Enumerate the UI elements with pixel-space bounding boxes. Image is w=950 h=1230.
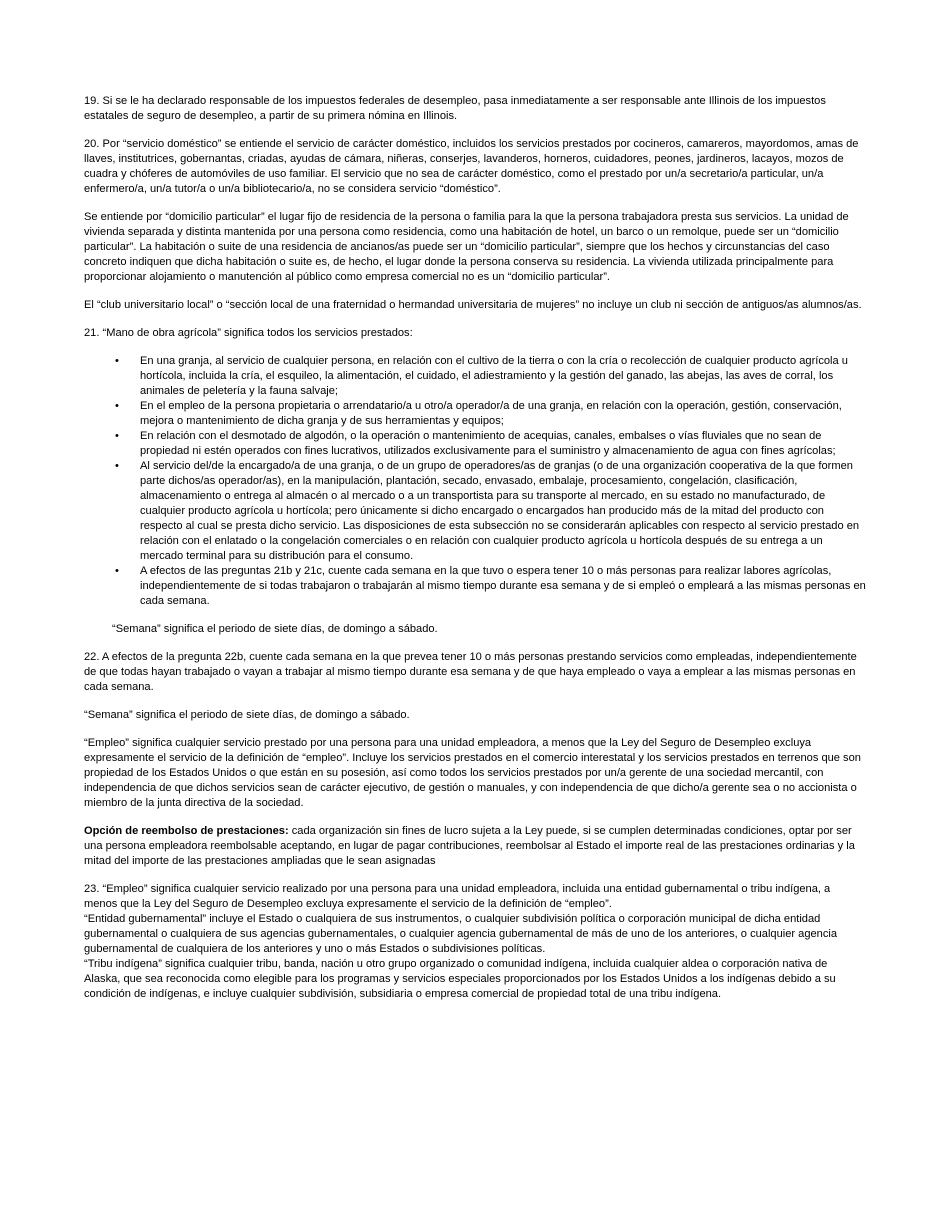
paragraph-21-semana: “Semana” significa el periodo de siete días, de domingo a sábado. [112, 623, 438, 635]
list-item-text: En relación con el desmotado de algodón, o la operación o mantenimiento de acequias, canales, embalses o vías fluviales que no sean de propiedad ni estén operados con fines lucrativos, utilizados exclusivamente para el suministro y almacenamiento de agua con fines agrícolas; [140, 430, 836, 457]
list-item [84, 354, 866, 399]
list-item [84, 429, 866, 459]
farm-labor-list [84, 354, 866, 609]
paragraph-opcion-reembolso [84, 824, 866, 869]
bullet-icon: • [115, 430, 119, 442]
opcion-text: cada organización sin fines de lucro sujeta a la Ley puede, si se cumplen determinadas condiciones, optar por ser una persona empleadora reembolsable aceptando, en lugar de pagar contribuciones, reembolsar al Estado el importe real de las prestaciones ordinarias y la mitad del importe de las prestaciones ampliadas que le sean asignadas [84, 825, 855, 867]
opcion-title: Opción de reembolso de prestaciones: [84, 825, 289, 837]
list-item [84, 399, 866, 429]
paragraph-21: 21. “Mano de obra agrícola” significa todos los servicios prestados: [84, 327, 413, 339]
paragraph-22-semana: “Semana” significa el periodo de siete días, de domingo a sábado. [84, 709, 410, 721]
list-item-text: Al servicio del/de la encargado/a de una granja, o de un grupo de operadores/as de granjas (o de una organización cooperativa de la que formen parte dichos/as operador/as), en la manipulación, plantación, secado, envasado, embalaje, procesamiento, congelación, clasificación, almacenamiento o entrega al almacén o al mercado o a un transportista para su transporte al mercado, en su estado no manufacturado, de cualquier producto agrícola u hortícola; pero únicamente si dicho encargado o encargados han producido más de la mitad del producto con respecto al cual se presta dicho servicio. Las disposiciones de esta subsección no se considerarán aplicables con respecto al servicio prestado en relación con el enlatado o la congelación comerciales o en relación con cualquier producto agrícola u hortícola después de su entrega a un mercado terminal para su distribución para el consumo. [140, 460, 860, 562]
paragraph-23-entidad: “Entidad gubernamental” incluye el Estado o cualquiera de sus instrumentos, o cualquier subdivisión política o corporación municipal de dicha entidad gubernamental o cualquiera de sus agencias gubernamentales, o cualquier agencia gubernamental de más de uno de los anteriores, o cualquier agencia gubernamental de cualquiera de los anteriores y uno o más Estados o subdivisiones políticas. [84, 913, 838, 955]
paragraph-20: 20. Por “servicio doméstico” se entiende el servicio de carácter doméstico, incluidos los servicios prestados por cocineros, camareros, mayordomos, amas de llaves, institutrices, gobernantas, criadas, ayudas de cámara, niñeras, conserjes, lavanderos, horneros, cuidadores, peones, jardineros, lacayos, mozos de cuadra y chóferes de automóviles de uso familiar. El servicio que no sea de carácter doméstico, como el prestado por un/a secretario/a particular, un/a enfermero/a, un/a tutor/a o un/a bibliotecario/a, no se considera servicio “doméstico”. [84, 138, 859, 195]
bullet-icon: • [115, 565, 119, 577]
list-item [84, 459, 866, 564]
paragraph-23: 23. “Empleo” significa cualquier servicio realizado por una persona para una unidad empleadora, incluida una entidad gubernamental o tribu indígena, a menos que la Ley del Seguro de Desempleo excluya expresamente el servicio de la definición de “empleo”. [84, 883, 831, 910]
paragraph-20-domicilio: Se entiende por “domicilio particular” el lugar fijo de residencia de la persona o familia para la que la persona trabajadora presta sus servicios. La unidad de vivienda separada y distinta mantenida por una persona como residencia, como una habitación de hotel, un barco o un remolque, puede ser un “domicilio particular”. La habitación o suite de una residencia de ancianos/as puede ser un “domicilio particular”, siempre que los hechos y circunstancias del caso concreto indiquen que dicha habitación o suite es, de hecho, el lugar donde la persona conserva su residencia. La vivienda utilizada principalmente para proporcionar alojamiento o manutención al público como empresa comercial no es un “domicilio particular”. [84, 211, 849, 283]
list-item-text: En el empleo de la persona propietaria o arrendatario/a u otro/a operador/a de una granja, en relación con la operación, gestión, conservación, mejora o mantenimiento de dicha granja y de sus herramientas y equipos; [140, 400, 842, 427]
document-page [84, 94, 866, 1002]
list-item-text: A efectos de las preguntas 21b y 21c, cuente cada semana en la que tuvo o espera tener 10 o más personas para realizar labores agrícolas, independientemente de si todas trabajaron o trabajarán al mismo tiempo durante esa semana y de si empleó o empleará a las mismas personas en cada semana. [140, 565, 866, 607]
bullet-icon: • [115, 400, 119, 412]
paragraph-23-tribu: “Tribu indígena” significa cualquier tribu, banda, nación u otro grupo organizado o comunidad indígena, incluida cualquier aldea o corporación nativa de Alaska, que sea reconocida como elegible para los programas y servicios especiales proporcionados por los Estados Unidos a los indígenas debido a su condición de indígenas, e incluye cualquier subdivisión, subsidiaria o empresa comercial de propiedad total de una tribu indígena. [84, 958, 836, 1000]
paragraph-19: 19. Si se le ha declarado responsable de los impuestos federales de desempleo, pasa inmediatamente a ser responsable ante Illinois de los impuestos estatales de seguro de desempleo, a partir de su primera nómina en Illinois. [84, 95, 826, 122]
list-item [84, 564, 866, 609]
bullet-icon: • [115, 460, 119, 472]
paragraph-22: 22. A efectos de la pregunta 22b, cuente cada semana en la que prevea tener 10 o más personas prestando servicios como empleadas, independientemente de que todas hayan trabajado o vayan a trabajar al mismo tiempo durante esa semana y de que haya empleado o vaya a emplear a las mismas personas en cada semana. [84, 651, 857, 693]
paragraph-22-empleo: “Empleo” significa cualquier servicio prestado por una persona para una unidad empleadora, a menos que la Ley del Seguro de Desempleo excluya expresamente el servicio de la definición de “empleo”. Incluye los servicios prestados en el comercio interestatal y los servicios prestados en terrenos que son propiedad de los Estados Unidos o que están en su posesión, así como todos los servicios prestados por un/a gerente de una sociedad mercantil, con independencia de que dichos servicios sean de carácter ejecutivo, de gestión o manuales, y con independencia de que dicho/a gerente sea o no accionista o miembro de la junta directiva de la sociedad. [84, 737, 861, 809]
paragraph-20-club: El “club universitario local” o “sección local de una fraternidad o hermandad universitaria de mujeres” no incluye un club ni sección de antiguos/as alumnos/as. [84, 299, 862, 311]
list-item-text: En una granja, al servicio de cualquier persona, en relación con el cultivo de la tierra o con la cría o recolección de cualquier producto agrícola u hortícola, incluida la cría, el esquileo, la alimentación, el cuidado, el adiestramiento y la gestión del ganado, las abejas, las aves de corral, los animales de peletería y la fauna salvaje; [140, 355, 848, 397]
bullet-icon: • [115, 355, 119, 367]
